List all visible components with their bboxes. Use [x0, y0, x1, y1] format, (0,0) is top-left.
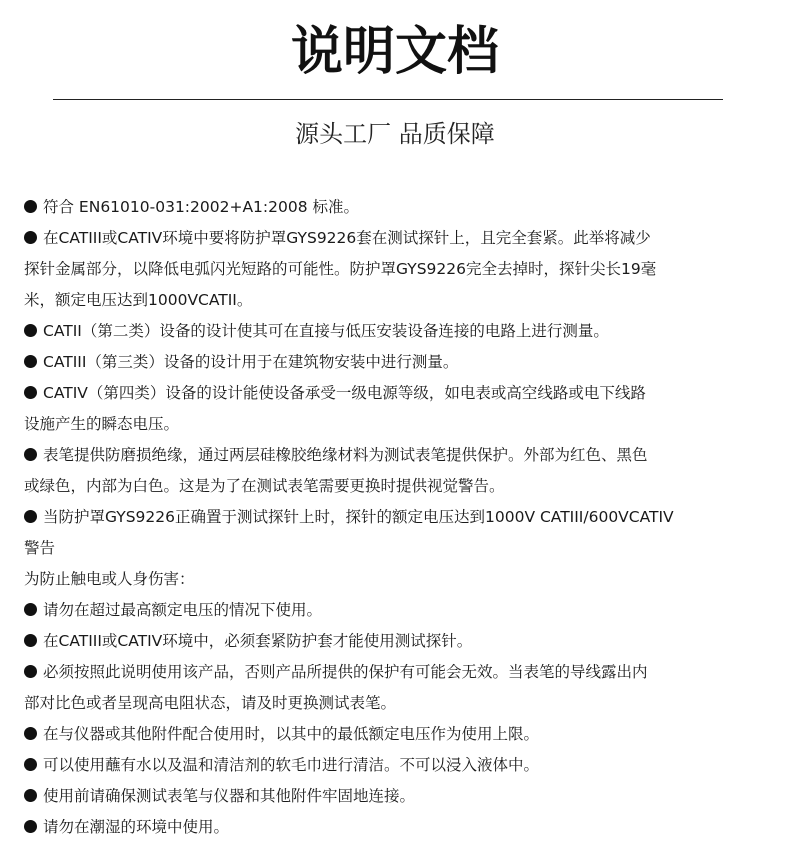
bullet-dot-icon	[24, 448, 37, 461]
line-text: 当防护罩GYS9226正确置于测试探针上时，探针的额定电压达到1000V CATIII/600VCATIV	[43, 508, 674, 526]
line-text: CATIII（第三类）设备的设计用于在建筑物安装中进行测量。	[43, 353, 459, 371]
bullet-dot-icon	[24, 820, 37, 833]
line-text: 部对比色或者呈现高电阻状态，请及时更换测试表笔。	[24, 694, 397, 712]
line-text: 符合 EN61010-031:2002+A1:2008 标准。	[43, 198, 360, 216]
bullet-item	[24, 781, 770, 812]
bullet-dot-icon	[24, 789, 37, 802]
bullet-dot-icon	[24, 665, 37, 678]
text-line	[24, 564, 770, 595]
line-text: CATII（第二类）设备的设计使其可在直接与低压安装设备连接的电路上进行测量。	[43, 322, 609, 340]
bullet-dot-icon	[24, 200, 37, 213]
bullet-dot-icon	[24, 324, 37, 337]
bullet-dot-icon	[24, 603, 37, 616]
line-text: 表笔提供防磨损绝缘，通过两层硅橡胶绝缘材料为测试表笔提供保护。外部为红色、黑色	[43, 446, 648, 464]
bullet-item	[24, 347, 770, 378]
bullet-item	[24, 316, 770, 347]
document-body	[24, 192, 770, 843]
line-text: 米，额定电压达到1000VCATII。	[24, 291, 253, 309]
bullet-item	[24, 440, 770, 471]
bullet-item	[24, 812, 770, 843]
line-text: 可以使用蘸有水以及温和清洁剂的软毛巾进行清洁。不可以浸入液体中。	[43, 756, 540, 774]
page-title: 说明文档	[290, 22, 499, 82]
title-divider	[53, 99, 723, 100]
line-text: 必须按照此说明使用该产品，否则产品所提供的保护有可能会无效。当表笔的导线露出内	[43, 663, 648, 681]
line-text: 设施产生的瞬态电压。	[24, 415, 180, 433]
line-text: 为防止触电或人身伤害：	[24, 570, 195, 588]
bullet-item	[24, 719, 770, 750]
line-text: CATIV（第四类）设备的设计能使设备承受一级电源等级，如电表或高空线路或电下线路	[43, 384, 646, 402]
text-line	[24, 254, 770, 285]
line-text: 使用前请确保测试表笔与仪器和其他附件牢固地连接。	[43, 787, 416, 805]
line-text: 警告	[24, 539, 56, 557]
line-text: 在与仪器或其他附件配合使用时，以其中的最低额定电压作为使用上限。	[43, 725, 540, 743]
bullet-item	[24, 657, 770, 688]
bullet-item	[24, 750, 770, 781]
line-text: 探针金属部分，以降低电弧闪光短路的可能性。防护罩GYS9226完全去掉时，探针尖长19毫	[24, 260, 657, 278]
bullet-item	[24, 223, 770, 254]
bullet-dot-icon	[24, 634, 37, 647]
bullet-dot-icon	[24, 386, 37, 399]
bullet-dot-icon	[24, 231, 37, 244]
line-text: 在CATIII或CATIV环境中要将防护罩GYS9226套在测试探针上，且完全套紧。此举将减少	[43, 229, 651, 247]
bullet-dot-icon	[24, 758, 37, 771]
bullet-item	[24, 626, 770, 657]
line-text: 请勿在潮湿的环境中使用。	[43, 818, 230, 836]
line-text: 或绿色，内部为白色。这是为了在测试表笔需要更换时提供视觉警告。	[24, 477, 505, 495]
text-line	[24, 285, 770, 316]
text-line	[24, 471, 770, 502]
page-subtitle: 源头工厂 品质保障	[295, 120, 495, 148]
bullet-item	[24, 502, 770, 533]
line-text: 请勿在超过最高额定电压的情况下使用。	[43, 601, 323, 619]
bullet-dot-icon	[24, 510, 37, 523]
line-text: 在CATIII或CATIV环境中，必须套紧防护套才能使用测试探针。	[43, 632, 473, 650]
text-line	[24, 688, 770, 719]
text-line	[24, 533, 770, 564]
bullet-item	[24, 378, 770, 409]
bullet-item	[24, 595, 770, 626]
bullet-item	[24, 192, 770, 223]
bullet-dot-icon	[24, 355, 37, 368]
bullet-dot-icon	[24, 727, 37, 740]
text-line	[24, 409, 770, 440]
